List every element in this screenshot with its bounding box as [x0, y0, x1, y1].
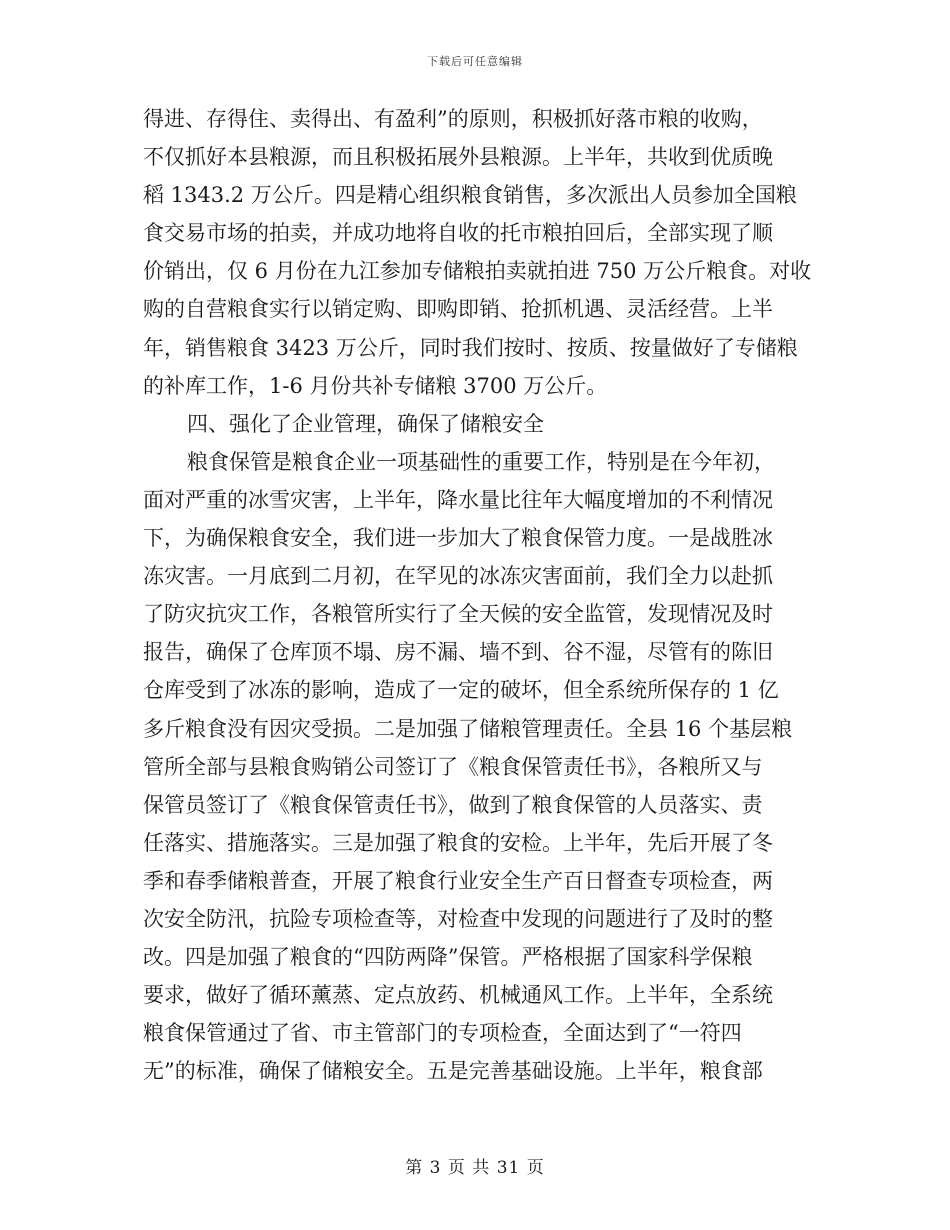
- text-line: 多斤粮食没有因灾受损。二是加强了储粮管理责任。全县 16 个基层粮: [143, 716, 793, 741]
- text-line: 面对严重的冰雪灾害，上半年，降水量比往年大幅度增加的不利情况: [143, 487, 773, 512]
- text-line: 购的自营粮食实行以销定购、即购即销、抢抓机遇、灵活经营。上半: [143, 297, 773, 322]
- text-line: 价销出，仅 6 月份在九江参加专储粮拍卖就拍进 750 万公斤粮食。对收: [143, 259, 812, 284]
- page-header: 下载后可任意编辑: [427, 55, 523, 68]
- text-line: 冻灾害。一月底到二月初，在罕见的冰冻灾害面前，我们全力以赴抓: [143, 564, 773, 589]
- text-line: 粮食保管是粮食企业一项基础性的重要工作，特别是在今年初，: [187, 449, 775, 474]
- text-line: 要求，做好了循环薰蒸、定点放药、机械通风工作。上半年，全系统: [143, 983, 773, 1008]
- text-line: 不仅抓好本县粮源，而且积极拓展外县粮源。上半年，共收到优质晚: [143, 145, 773, 170]
- document-body: [143, 100, 812, 1090]
- text-line: 任落实、措施落实。三是加强了粮食的安检。上半年，先后开展了冬: [143, 830, 773, 855]
- text-line: 季和春季储粮普查，开展了粮食行业安全生产百日督查专项检查，两: [143, 868, 773, 893]
- page-number: 第 3 页 共 31 页: [405, 1158, 545, 1178]
- text-line: 改。四是加强了粮食的“四防两降”保管。严格根据了国家科学保粮: [143, 945, 753, 970]
- text-line: 仓库受到了冰冻的影响，造成了一定的破坏，但全系统所保存的 1 亿: [143, 678, 779, 703]
- text-line: 报告，确保了仓库顶不塌、房不漏、墙不到、谷不湿，尽管有的陈旧: [143, 640, 773, 665]
- text-line: 下，为确保粮食安全，我们进一步加大了粮食保管力度。一是战胜冰: [143, 526, 773, 551]
- text-line: 稻 1343.2 万公斤。四是精心组织粮食销售，多次派出人员参加全国粮: [143, 183, 797, 208]
- text-line: 年，销售粮食 3423 万公斤，同时我们按时、按质、按量做好了专储粮: [143, 335, 798, 360]
- text-line: 了防灾抗灾工作，各粮管所实行了全天候的安全监管，发现情况及时: [143, 602, 773, 627]
- text-line: 次安全防汛，抗险专项检查等，对检查中发现的问题进行了及时的整: [143, 906, 773, 931]
- text-line: 得进、存得住、卖得出、有盈利”的原则，积极抓好落市粮的收购，: [143, 107, 763, 131]
- text-line: 保管员签订了《粮食保管责任书》，做到了粮食保管的人员落实、责: [143, 792, 763, 817]
- text-line: 食交易市场的拍卖，并成功地将自收的托市粮拍回后，全部实现了顺: [143, 221, 773, 246]
- text-line: 的补库工作，1-6 月份共补专储粮 3700 万公斤。: [143, 373, 608, 398]
- text-line: 无”的标准，确保了储粮安全。五是完善基础设施。上半年，粮食部: [143, 1059, 763, 1084]
- text-line: 管所全部与县粮食购销公司签订了《粮食保管责任书》，各粮所又与: [143, 754, 763, 779]
- section-heading: 四、强化了企业管理，确保了储粮安全: [187, 411, 544, 436]
- text-line: 粮食保管通过了省、市主管部门的专项检查，全面达到了“一符四: [143, 1021, 742, 1046]
